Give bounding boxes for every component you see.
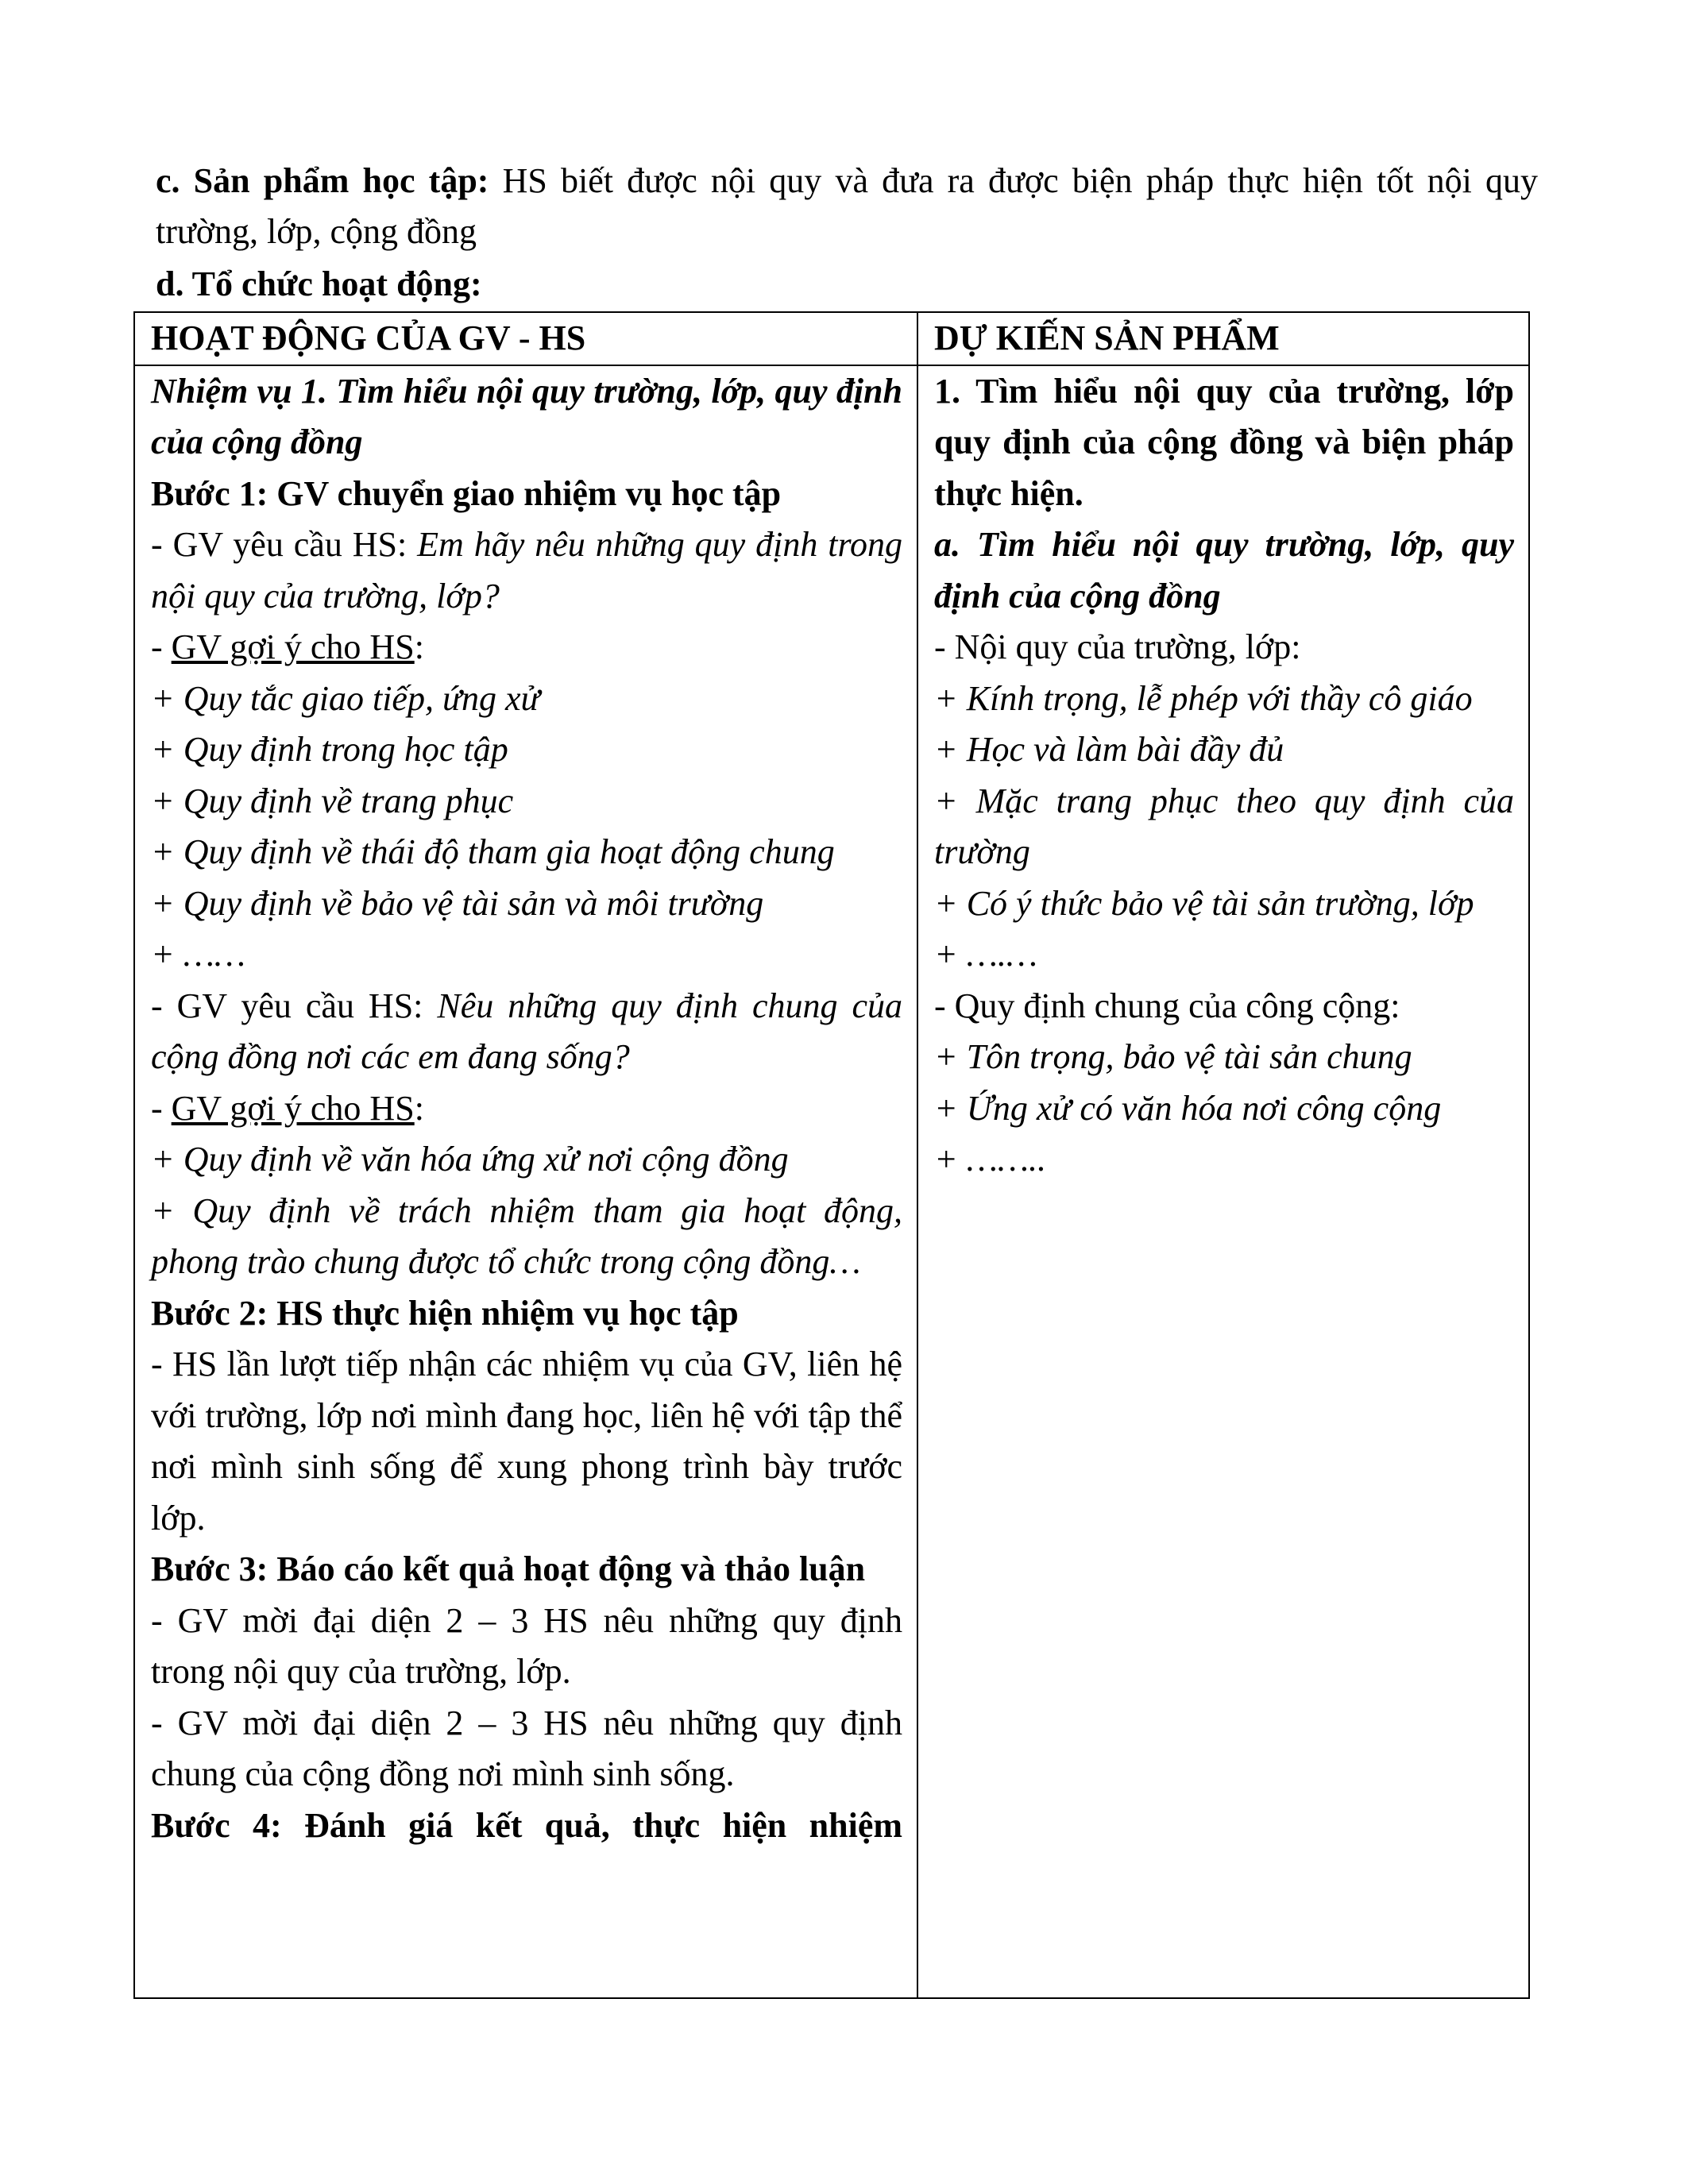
public-rule-item: + Tôn trọng, bảo vệ tài sản chung [934,1037,1412,1076]
request-2-prefix: - GV yêu cầu HS: [151,986,438,1025]
learning-product-text: HS biết được nội quy và đưa ra được biện pháp thực hiện tốt nội quy trường, lớp, cộng đồng [156,161,1539,251]
public-rules-label: - Quy định chung của công cộng: [934,986,1400,1025]
activity-organization-heading [156,259,1538,310]
header-expected-product: DỰ KIẾN SẢN PHẨM [917,312,1529,365]
school-rule-item: + ….… [934,935,1037,974]
hint-2-label-line [151,1083,902,1135]
school-rule-item: + Kính trọng, lễ phép với thầy cô giáo [934,678,1473,718]
hint-2-prefix: - [151,1088,172,1128]
activity-organization-label: d. Tổ chức hoạt động: [156,264,482,303]
section-1-heading: 1. Tìm hiểu nội quy của trường, lớp quy định của cộng đồng và biện pháp thực hiện. [934,371,1514,513]
learning-product-paragraph [156,156,1538,257]
school-rule-item: + Có ý thức bảo vệ tài sản trường, lớp [934,883,1474,923]
header-teacher-student-activity: HOẠT ĐỘNG CỦA GV - HS [134,312,917,365]
step-3-item: - GV mời đại diện 2 – 3 HS nêu những quy định chung của cộng đồng nơi mình sinh sống. [151,1703,902,1793]
hint-2-item: + Quy định về văn hóa ứng xử nơi cộng đồng [151,1140,789,1179]
hint-1-label-line [151,622,902,673]
request-1-prefix: - GV yêu cầu HS: [151,525,418,564]
public-rule-item: + …….. [934,1140,1046,1179]
step-4-heading: Bước 4: Đánh giá kết quả, thực hiện nhiệm [151,1805,902,1845]
request-1-question: Em hãy nêu những quy định trong nội quy của trường, lớp? [151,525,902,615]
step-1-heading: Bước 1: GV chuyển giao nhiệm vụ học tập [151,473,782,513]
school-rules-label: - Nội quy của trường, lớp: [934,627,1301,666]
request-1 [151,519,902,622]
school-rule-item: + Mặc trang phục theo quy định của trường [934,781,1514,871]
table-content-row [134,365,1529,1998]
step-2-heading: Bước 2: HS thực hiện nhiệm vụ học tập [151,1293,739,1333]
step-2-text: - HS lần lượt tiếp nhận các nhiệm vụ của GV, liên hệ với trường, lớp nơi mình đang học, liên hệ với tập thể nơi mình sinh sống để xung phong trình bày trước lớp. [151,1345,902,1538]
section-a-heading: a. Tìm hiểu nội quy trường, lớp, quy định của cộng đồng [934,525,1514,615]
request-2-question: Nêu những quy định chung của cộng đồng nơi các em đang sống? [151,986,902,1076]
hint-1-item: + Quy định trong học tập [151,730,508,769]
activity-cell [134,365,917,1998]
hint-2-suffix: : [414,1088,424,1128]
activity-table [133,311,1530,1999]
hint-1-label: GV gợi ý cho HS [171,627,415,666]
expected-product-cell [917,365,1529,1998]
learning-product-label: c. Sản phẩm học tập: [156,161,489,200]
public-rule-item: + Ứng xử có văn hóa nơi công cộng [934,1088,1442,1128]
hint-1-suffix: : [414,627,424,666]
hint-1-item: + Quy định về bảo vệ tài sản và môi trường [151,883,764,923]
hint-2-label: GV gợi ý cho HS [171,1088,415,1128]
hint-1-item: + …… [151,935,245,974]
hint-1-prefix: - [151,627,172,666]
hint-1-item: + Quy định về trang phục [151,781,514,820]
task-title: Nhiệm vụ 1. Tìm hiểu nội quy trường, lớp, quy định của cộng đồng [151,371,902,461]
school-rule-item: + Học và làm bài đầy đủ [934,730,1284,769]
hint-1-item: + Quy tắc giao tiếp, ứng xử [151,678,540,718]
hint-2-item: + Quy định về trách nhiệm tham gia hoạt động, phong trào chung được tổ chức trong cộng đồng… [151,1190,902,1281]
step-3-item: - GV mời đại diện 2 – 3 HS nêu những quy định trong nội quy của trường, lớp. [151,1600,902,1691]
hint-1-item: + Quy định về thái độ tham gia hoạt động chung [151,832,835,871]
table-header-row [134,312,1529,365]
step-3-heading: Bước 3: Báo cáo kết quả hoạt động và thảo luận [151,1549,866,1588]
request-2 [151,981,902,1083]
